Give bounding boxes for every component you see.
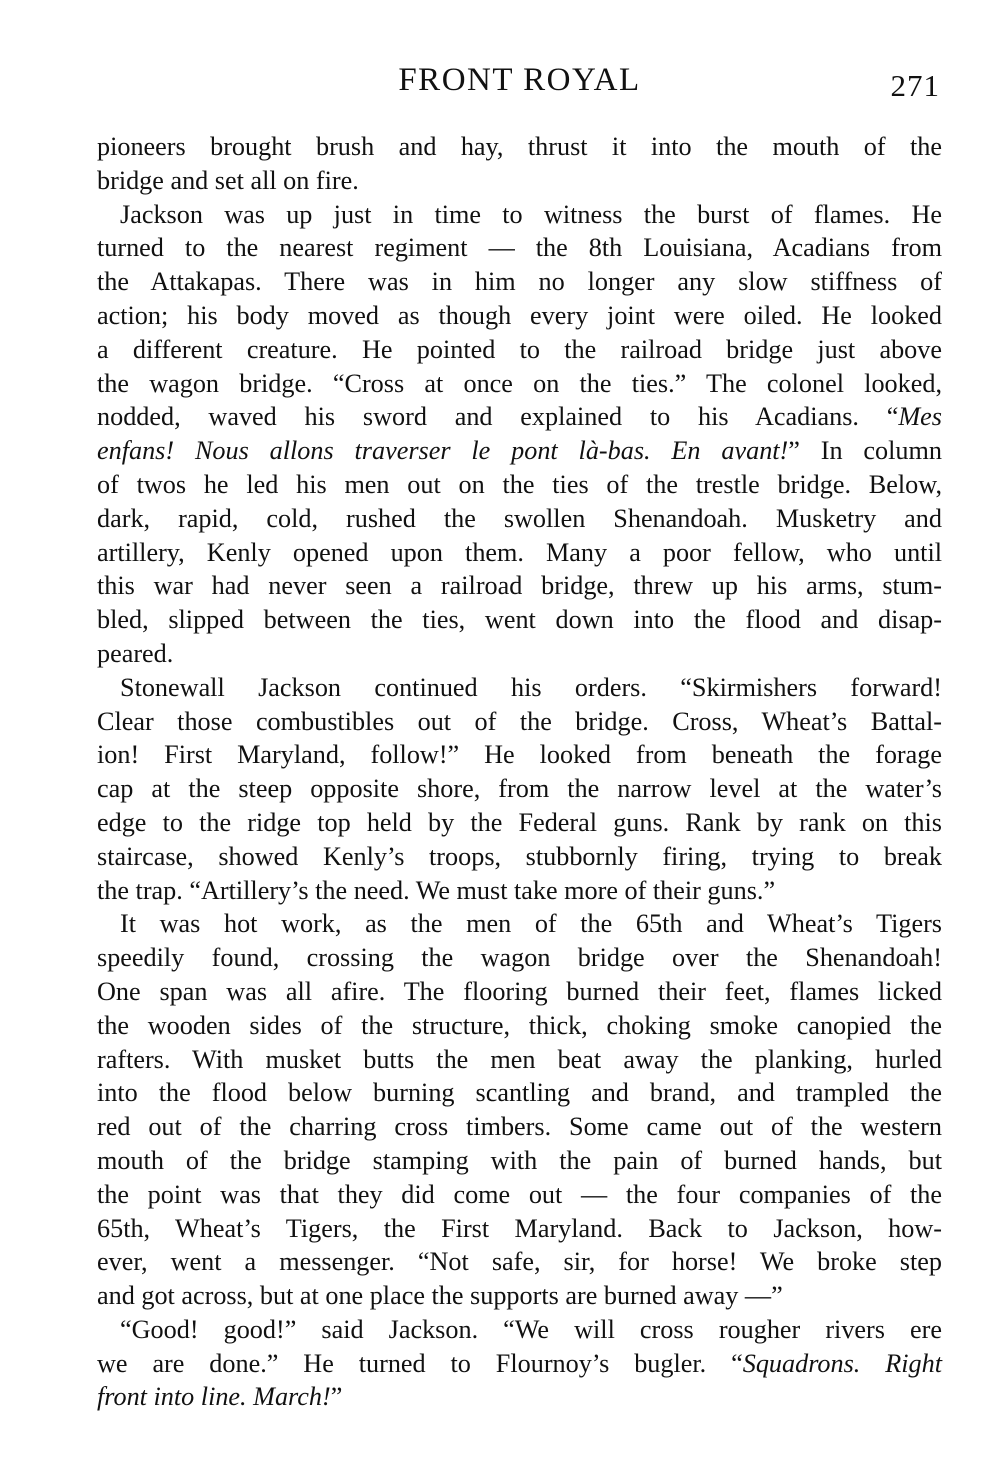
italic-french-text: enfans! Nous allons traverser le pont là-bas. En avant! [97,436,789,466]
page-number: 271 [890,68,940,103]
page-header [97,58,942,106]
body-text [97,130,942,1414]
text-line: and got across, but at one place the supports are burned away —” [97,1281,783,1311]
text-line: the wooden sides of the structure, thick, choking smoke canopied the [97,1010,942,1040]
text-line: ion! First Maryland, follow!” He looked from beneath the forage [97,740,942,770]
text-segment: ” [330,1382,343,1412]
text-segment: nodded, waved his sword and explained to his Acadians. “ [97,402,899,432]
text-line: dark, rapid, cold, rushed the swollen Shenandoah. Musketry and [97,503,942,533]
italic-command-text: front into line. March! [97,1382,331,1412]
text-line: into the flood below burning scantling and brand, and trampled the [97,1078,942,1108]
paragraph [97,907,942,1313]
text-line [97,434,942,468]
paragraph [97,130,942,198]
text-line: “Good! good!” said Jackson. “We will cross rougher rivers ere [120,1314,942,1344]
running-head: FRONT ROYAL [398,62,641,98]
text-line: pioneers brought brush and hay, thrust it into the mouth of the [97,132,942,161]
paragraph [97,198,942,671]
text-segment: ” In column [788,436,942,466]
text-line: edge to the ridge top held by the Federal guns. Rank by rank on this [97,807,942,837]
text-line [97,1347,942,1381]
text-line: the wagon bridge. “Cross at once on the ties.” The colonel looked, [97,368,942,398]
paragraph [97,1313,942,1414]
text-line: turned to the nearest regiment — the 8th Louisiana, Acadians from [97,233,942,263]
text-line: mouth of the bridge stamping with the pain of burned hands, but [97,1145,942,1175]
text-line: cap at the steep opposite shore, from the narrow level at the water’s [97,774,942,804]
text-line: of twos he led his men out on the ties of the trestle bridge. Below, [97,469,942,499]
text-line: the point was that they did come out — the four companies of the [97,1179,942,1209]
text-line: a different creature. He pointed to the railroad bridge just above [97,334,942,364]
text-line: action; his body moved as though every joint were oiled. He looked [97,300,942,330]
text-line [97,1380,942,1414]
text-line: It was hot work, as the men of the 65th and Wheat’s Tigers [120,909,942,939]
text-line: the trap. “Artillery’s the need. We must take more of their guns.” [97,875,776,905]
text-line: rafters. With musket butts the men beat away the planking, hurled [97,1044,942,1074]
italic-french-text: Mes [898,402,942,432]
text-segment: we are done.” He turned to Flournoy’s bugler. “ [97,1348,743,1378]
text-line: staircase, showed Kenly’s troops, stubbornly firing, trying to break [97,841,942,871]
text-line: the Attakapas. There was in him no longer any slow stiffness of [97,267,942,297]
text-line: Stonewall Jackson continued his orders. “Skirmishers forward! [120,672,942,702]
text-line: bridge and set all on fire. [97,165,359,195]
text-line: speedily found, crossing the wagon bridge over the Shenandoah! [97,943,942,973]
text-line: 65th, Wheat’s Tigers, the First Maryland. Back to Jackson, how- [97,1213,942,1243]
text-line: ever, went a messenger. “Not safe, sir, for horse! We broke step [97,1247,942,1277]
text-line: bled, slipped between the ties, went down into the flood and disap- [97,605,942,635]
text-line: Clear those combustibles out of the bridge. Cross, Wheat’s Battal- [97,706,942,736]
paragraph [97,671,942,908]
italic-command-text: Squadrons. Right [742,1348,942,1378]
text-line [97,400,942,434]
text-line: Jackson was up just in time to witness the burst of flames. He [120,199,942,229]
text-line: One span was all afire. The flooring burned their feet, flames licked [97,976,942,1006]
text-line: red out of the charring cross timbers. Some came out of the western [97,1112,942,1142]
book-page [97,58,942,1414]
text-line: this war had never seen a railroad bridge, threw up his arms, stum- [97,571,942,601]
text-line: peared. [97,638,174,668]
text-line: artillery, Kenly opened upon them. Many a poor fellow, who until [97,537,942,567]
